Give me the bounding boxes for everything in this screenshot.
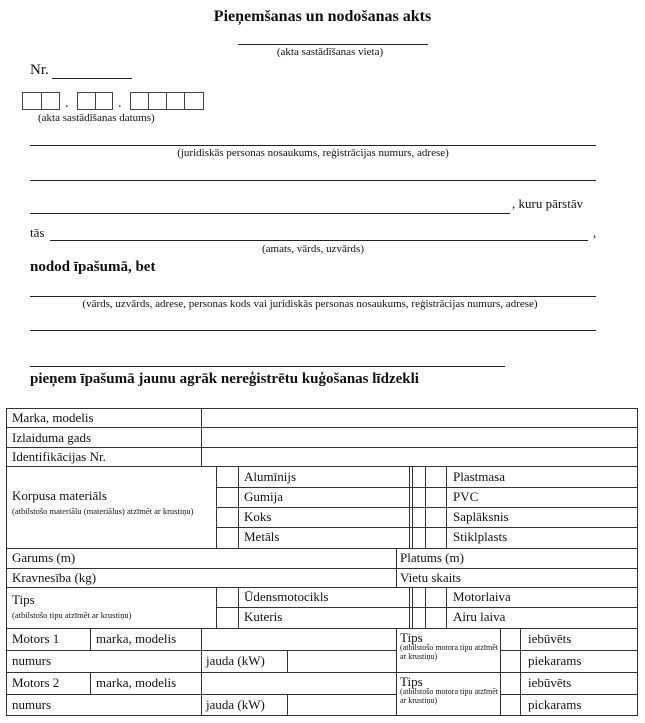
motor-2-power-field[interactable] [288,695,395,715]
position-caption: (amats, vārds, uzvārds) [261,243,365,255]
checkbox-rubber[interactable] [217,488,237,506]
motor-1-outboard: piekarams [528,653,582,668]
comma: , [593,225,597,240]
legal-entity-line-3[interactable] [30,213,510,214]
length-label: Garums (m) [12,550,76,565]
motor-1-type-label: Tips [400,630,423,645]
motor-1-type-note: (atbilstošo motora tipu atzīmēt ar krustiņu) [400,643,498,661]
material-wood: Koks [244,509,272,524]
motor-2-power-label: jauda (kW) [206,697,265,712]
motor-1-number-label: numurs [12,653,51,668]
motor-1-label: Motors 1 [12,631,60,646]
date-month-boxes[interactable] [77,92,113,110]
motor-1-power-label: jauda (kW) [206,653,265,668]
legal-entity-line-2[interactable] [30,180,596,181]
type-motorboat: Motorlaiva [453,589,511,604]
material-pvc: PVC [453,489,479,504]
form-title: Pieņemšanas un nodošanas akts [213,8,432,25]
checkbox-aluminium[interactable] [217,467,237,486]
checkbox-motor-2-built-in[interactable] [501,673,519,693]
material-plastic: Plastmasa [453,469,505,484]
motor-2-brand-field[interactable] [202,673,395,693]
checkbox-plastic[interactable] [426,467,445,486]
id-number-field[interactable] [202,448,636,465]
hull-material-note: (atbilstošo materiālu (materiālus) atzīmēt ar krustiņu) [12,506,194,516]
motor-2-number-field[interactable] [91,695,200,715]
motor-2-label: Motors 2 [12,675,60,690]
brand-model-field[interactable] [202,409,636,426]
receiver-caption: (vārds, uzvārds, adrese, personas kods vai juridiskās personas nosaukums, reģistrācijas numurs, adrese) [82,298,538,310]
material-metal: Metāls [244,529,280,544]
motor-1-power-field[interactable] [288,651,395,671]
material-fiberglass: Stiklplasts [453,529,508,544]
legal-entity-caption: (juridiskās personas nosaukums, reģistrācijas numurs, adrese) [177,147,449,159]
receiver-line-3[interactable] [30,366,505,367]
number-label: Nr. [30,62,49,78]
motor-1-number-field[interactable] [91,651,200,671]
represented-by-label: , kuru pārstāv [512,196,584,211]
material-plywood: Saplāksnis [453,509,509,524]
checkbox-metal[interactable] [217,528,237,547]
checkbox-motorboat[interactable] [426,588,445,606]
type-jetski: Ūdensmotocikls [244,589,329,604]
checkbox-plywood[interactable] [426,508,445,526]
width-label: Platums (m) [400,550,464,565]
place-caption: (akta sastādīšanas vieta) [276,46,384,58]
motor-2-outboard: pickarams [528,697,582,712]
seats-label: Vietu skaits [400,570,461,585]
checkbox-cutter[interactable] [217,608,237,627]
year-label: Izlaiduma gads [12,430,92,445]
date-dot: . [65,96,69,111]
hands-over-label: nodod īpašumā, bet [30,259,156,275]
material-rubber: Gumija [244,489,283,504]
checkbox-rowboat[interactable] [426,608,445,627]
checkbox-jetski[interactable] [217,588,237,606]
id-number-label: Identifikācijas Nr. [12,449,106,464]
type-note: (atbilstošo tipu atzīmēt ar krustiņu) [12,610,132,620]
tas-label: tās [30,225,45,240]
accepts-label: pieņem īpašumā jaunu agrāk nereģistrētu kuģošanas līdzekli [30,371,419,387]
receiver-line-2[interactable] [30,330,596,331]
checkbox-motor-2-outboard[interactable] [501,695,519,715]
checkbox-pvc[interactable] [426,488,445,506]
date-caption: (akta sastādīšanas datums) [38,112,155,124]
number-field[interactable] [52,78,132,79]
motor-1-brand-label: marka, modelis [96,631,177,646]
representative-line[interactable] [50,240,588,241]
legal-entity-line[interactable] [30,145,596,146]
year-field[interactable] [202,428,636,446]
hull-material-label: Korpusa materiāls [12,488,107,503]
date-day-boxes[interactable] [22,92,60,110]
motor-1-built-in: iebūvēts [528,631,572,646]
receiver-line[interactable] [30,296,596,297]
motor-2-type-label: Tips [400,674,423,689]
date-year-boxes[interactable] [130,92,204,110]
motor-2-type-note: (atbilstošo motora tipu atzīmēt ar krustiņu) [400,687,498,705]
brand-model-label: Marka, modelis [12,410,94,425]
checkbox-wood[interactable] [217,508,237,526]
motor-2-number-label: numurs [12,697,51,712]
capacity-label: Kravnesība (kg) [12,570,97,585]
type-cutter: Kuteris [244,609,283,624]
motor-2-brand-label: marka, modelis [96,675,177,690]
motor-2-built-in: iebūvēts [528,675,572,690]
place-line[interactable] [238,44,428,45]
type-rowboat: Airu laiva [453,609,506,624]
date-dot: . [118,96,122,111]
motor-1-brand-field[interactable] [202,629,395,649]
checkbox-motor-1-built-in[interactable] [501,629,519,649]
type-label: Tips [12,592,35,607]
material-aluminium: Alumīnijs [244,469,297,484]
checkbox-motor-1-outboard[interactable] [501,651,519,671]
checkbox-fiberglass[interactable] [426,528,445,547]
